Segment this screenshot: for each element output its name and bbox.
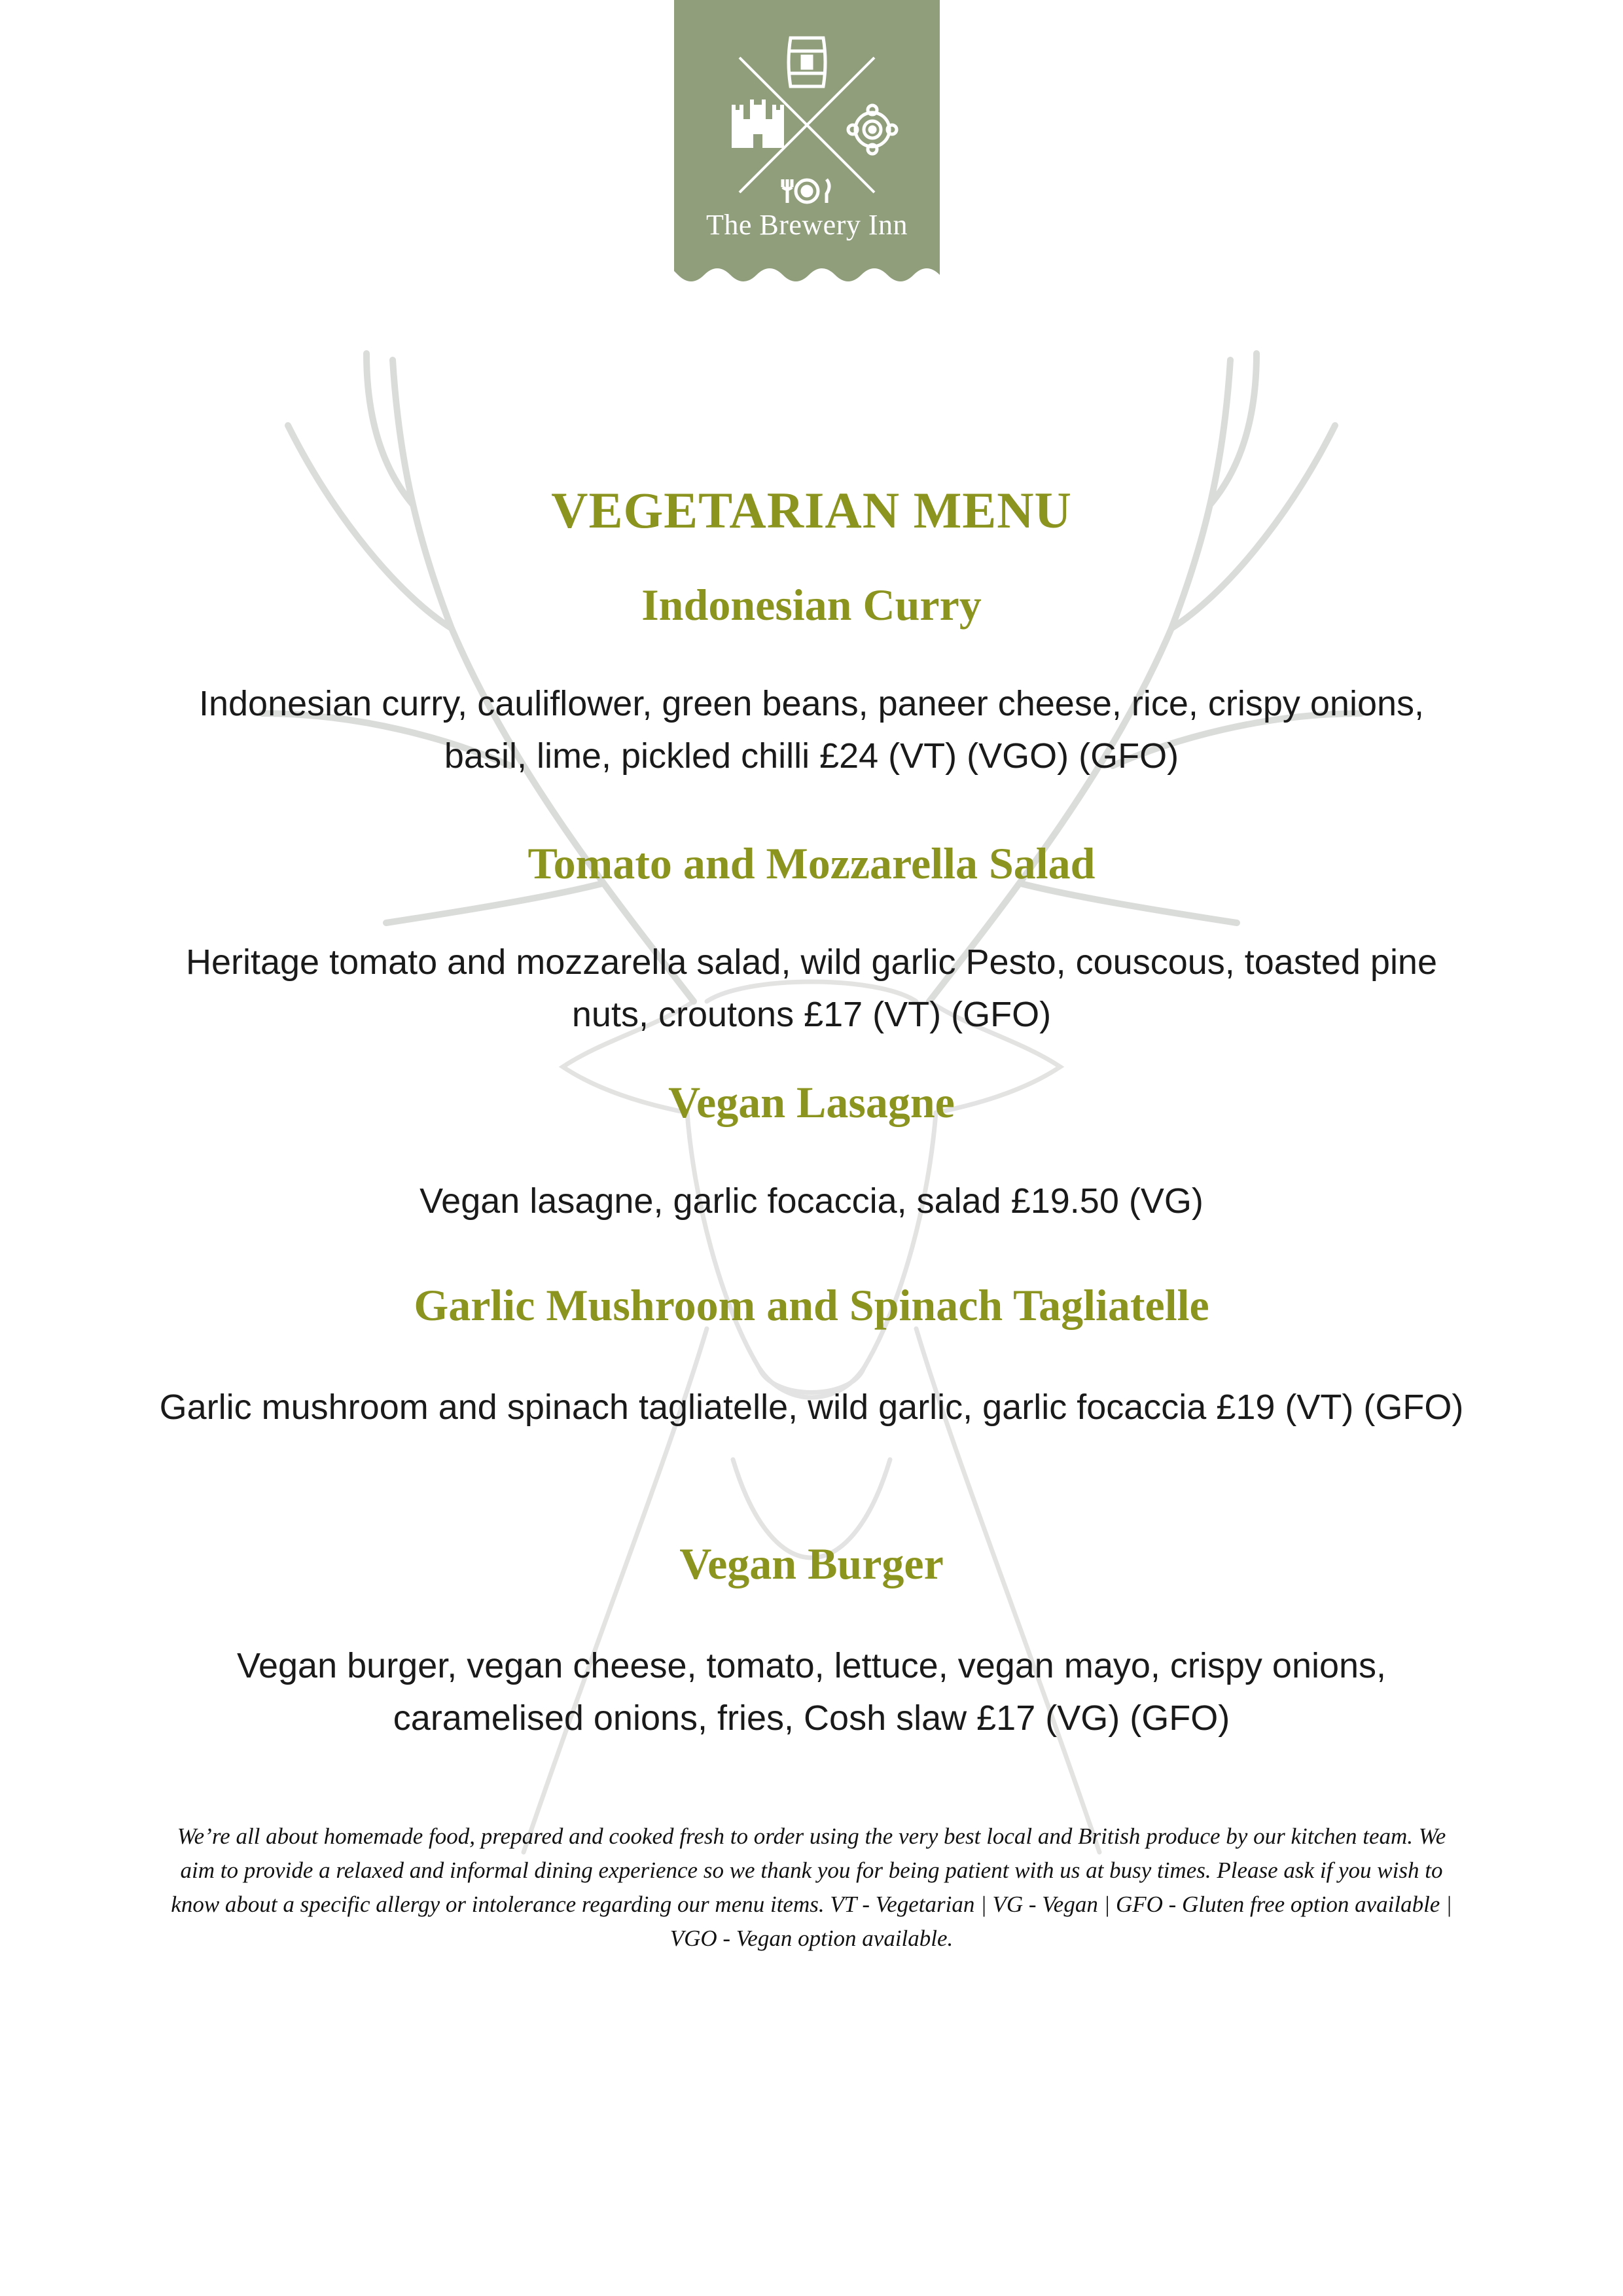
dish-title: Indonesian Curry [641, 580, 982, 630]
footer-note: We’re all about homemade food, prepared and cooked fresh to order using the very best local and British produce by our kitchen team. We aim to provide a relaxed and informal dining experience so we thank you for being patient with us at busy times. Please ask if you wish to know about a specific allergy or intolerance regarding our menu items. VT - Vegetarian | VG - Vegan | GFO - Gluten free option available | VGO - Vegan option available. [171, 1823, 1452, 1951]
dish-description: Heritage tomato and mozzarella salad, wild garlic Pesto, couscous, toasted pine nuts, croutons £17 (VT) (GFO) [185, 942, 1438, 1034]
dish-title: Garlic Mushroom and Spinach Tagliatelle [414, 1280, 1209, 1330]
dish-description: Garlic mushroom and spinach tagliatelle, wild garlic, garlic focaccia £19 (VT) (GFO) [159, 1388, 1464, 1427]
logo-badge [674, 0, 940, 298]
castle-icon [732, 99, 784, 148]
dish-title: Vegan Lasagne [668, 1077, 955, 1127]
dish-title: Vegan Burger [679, 1539, 944, 1588]
dish-description: Vegan burger, vegan cheese, tomato, lettuce, vegan mayo, crispy onions, caramelised onions, fries, Cosh slaw £17 (VG) (GFO) [236, 1646, 1387, 1738]
brand-name: The Brewery Inn [705, 209, 908, 241]
dish-description: Vegan lasagne, garlic focaccia, salad £19.50 (VG) [419, 1181, 1204, 1221]
dish-title: Tomato and Mozzarella Salad [527, 838, 1096, 888]
dish-description: Indonesian curry, cauliflower, green beans, paneer cheese, rice, crispy onions, basil, lime, pickled chilli £24 (VT) (VGO) (GFO) [198, 684, 1425, 776]
menu-title: VEGETARIAN MENU [551, 482, 1072, 539]
brand-logo [674, 0, 940, 298]
